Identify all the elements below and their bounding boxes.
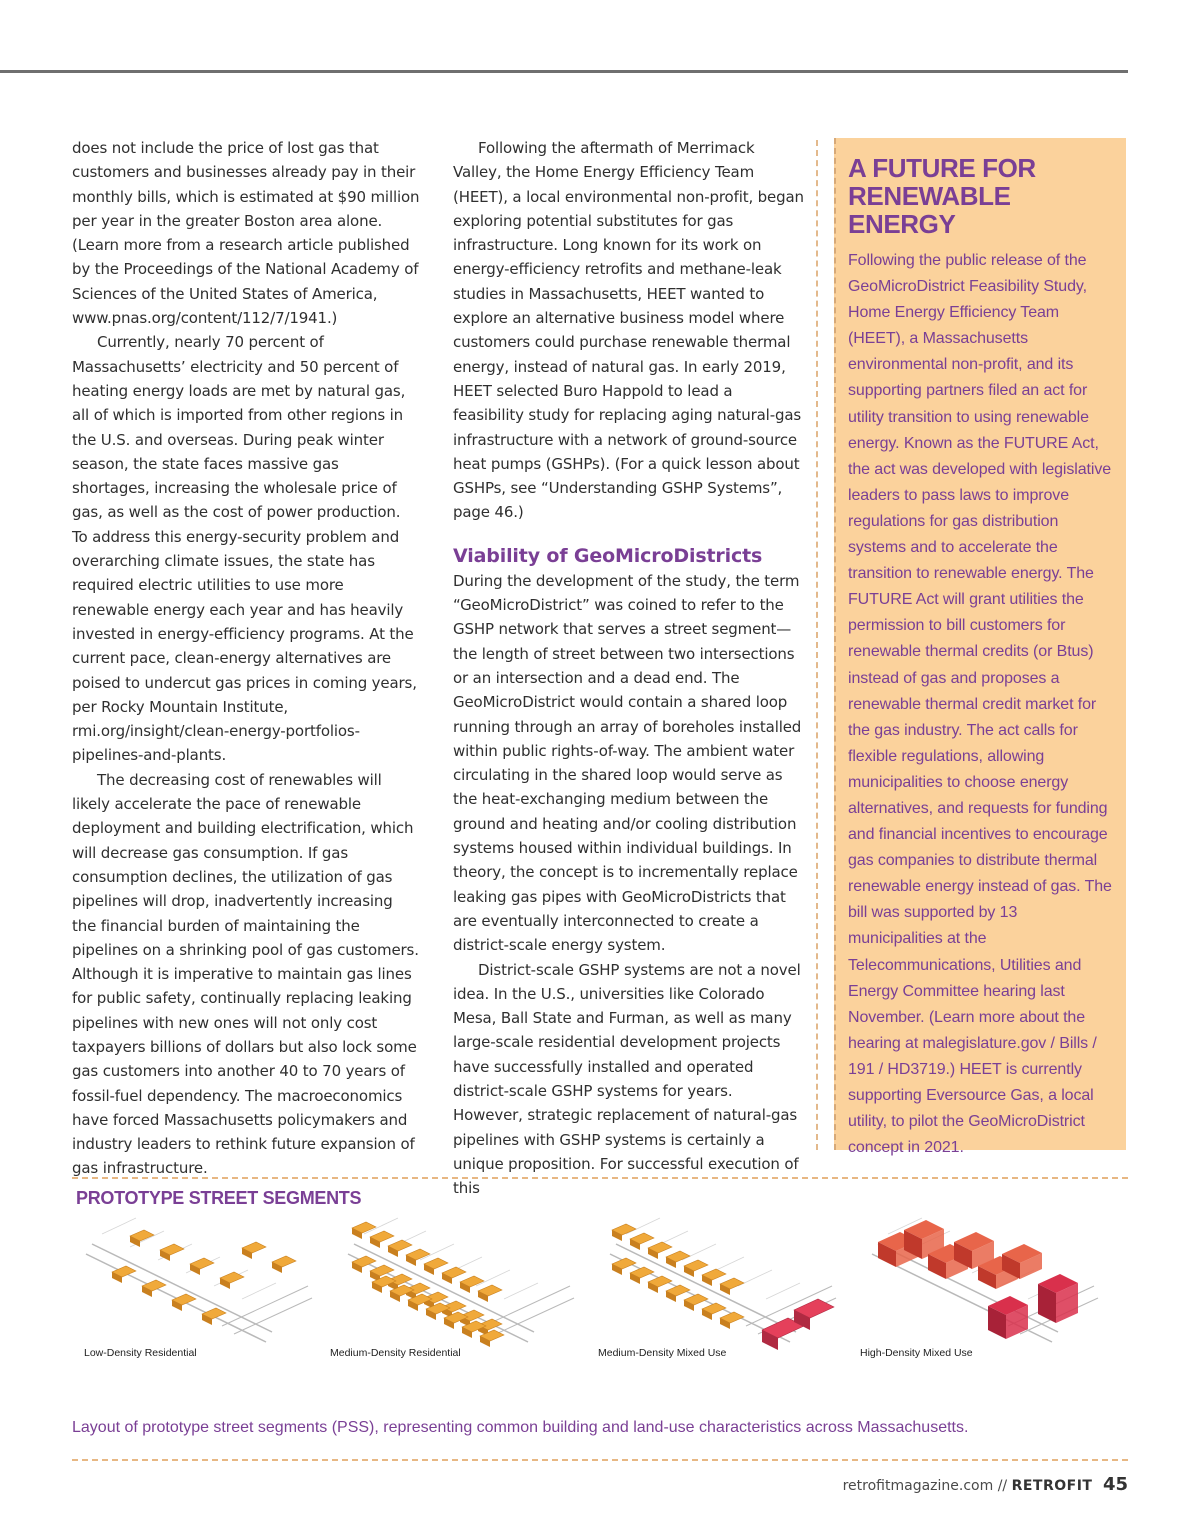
- footer-site: retrofitmagazine.com //: [842, 1478, 1008, 1494]
- col1-paragraph-3: The decreasing cost of renewables will likely accelerate the pace of renewable deployment and building electrification, which will decrease gas consumption. If gas consumption declines, the utilization of gas pipelines will drop, inadvertently increasing the financial burden of maintaining the pipelines on a shrinking pool of gas customers. Although it is imperative to maintain gas lines for public safety, continually replacing leaking pipelines with new ones will not only cost taxpayers billions of dollars but also lock some gas customers into another 40 to 70 years of fossil-fuel dependency. The macroeconomics have forced Massachusetts policymakers and industry leaders to rethink future expansion of gas infrastructure.: [72, 770, 419, 1178]
- lot-line: [766, 1283, 800, 1299]
- figure-bottom-divider: [72, 1459, 1128, 1461]
- panel-high-density-mixed-use: [872, 1218, 1098, 1342]
- panel-low-density-residential: [86, 1218, 312, 1342]
- lot-line: [682, 1244, 716, 1260]
- figure-top-divider: [72, 1177, 1128, 1179]
- prototype-street-segments-figure: [72, 1214, 1128, 1404]
- article-column-1: [72, 136, 420, 1181]
- panel-label-medium-density-mixed: Medium-Density Mixed Use: [598, 1347, 727, 1359]
- sidebar-box: [834, 138, 1126, 1157]
- footer-brand: RETROFIT: [1011, 1478, 1093, 1494]
- page-number: 45: [1102, 1474, 1128, 1495]
- cross-street-line: [496, 1298, 574, 1334]
- page-footer: [843, 1474, 1128, 1495]
- col1-paragraph-1: does not include the price of lost gas that customers and businesses already pay in their monthly bills, which is estimated at $90 million per year in the greater Boston area alone. (Learn more from a research article published by the Proceedings of the National Academy of Sciences of the United States of America, www.pnas.org/content/112/7/1941.): [72, 139, 420, 328]
- lot-line: [102, 1218, 136, 1234]
- col1-paragraph-2: Currently, nearly 70 percent of Massachusetts’ electricity and 50 percent of heating energy loads are met by natural gas, all of which is imported from other regions in the U.S. and overseas. During peak winter season, the state faces massive gas shortages, increasing the wholesale price of gas, as well as the cost of power production. To address this energy-security problem and overarching climate issues, the state has required electric utilities to use more renewable energy each year and has heavily invested in energy-efficiency programs. At the current pace, clean-energy alternatives are poised to undercut gas prices in coming years, per Rocky Mountain Institute, rmi.org/insight/clean-energy-portfolios-pipelines-and-plants.: [72, 333, 417, 765]
- lot-line: [242, 1283, 276, 1299]
- figure-title: PROTOTYPE STREET SEGMENTS: [76, 1188, 362, 1208]
- cross-street-line: [234, 1298, 312, 1334]
- street-line: [92, 1244, 272, 1332]
- lot-line: [504, 1283, 538, 1299]
- section-subhead: Viability of GeoMicroDistricts: [453, 544, 763, 567]
- panel-label-high-density-mixed: High-Density Mixed Use: [860, 1347, 973, 1359]
- sidebar-body: Following the public release of the GeoMicroDistrict Feasibility Study, Home Energy Efficiency Team (HEET), a Massachusetts environmental non-profit, and its supporting partners filed an act for utility transition to using renewable energy. Known as the FUTURE Act, the act was developed with legislative leaders to pass laws to improve regulations for gas distribution systems and to accelerate the transition to renewable energy. The FUTURE Act will grant utilities the permission to bill customers for renewable thermal credits (or Btus) instead of gas and proposes a renewable thermal credit market for the gas industry. The act calls for flexible regulations, allowing municipalities to choose energy alternatives, and requests for funding and financial incentives to encourage gas companies to distribute thermal renewable energy instead of gas. The bill was supported by 13 municipalities at the Telecommunications, Utilities and Energy Committee hearing last November. (Learn more about the hearing at malegislature.gov / Bills / 191 / HD3719.) HEET is currently supporting Eversource Gas, a local utility, to pilot the GeoMicroDistrict concept in 2021.: [848, 252, 1112, 1157]
- article-column-2: [453, 136, 805, 1200]
- top-rule: [0, 70, 1128, 73]
- col2-paragraph-3: District-scale GSHP systems are not a novel idea. In the U.S., universities like Colorado Mesa, Ball State and Furman, as well as many large-scale residential development projects have successfully installed and operated district-scale GSHP systems for years. However, strategic replacement of natural-gas pipelines with GSHP systems is certainly a unique proposition. For successful execution of this: [453, 960, 801, 1198]
- col2-paragraph-1: Following the aftermath of Merrimack Valley, the Home Energy Efficiency Team (HEET), a local environmental non-profit, began exploring potential substitutes for gas infrastructure. Long known for its work on energy-efficiency retrofits and methane-leak studies in Massachusetts, HEET wanted to explore an alternative business model where customers could purchase renewable thermal energy, instead of natural gas. In early 2019, HEET selected Buro Happold to lead a feasibility study for replacing aging natural-gas infrastructure with a network of ground-source heat pumps (GSHPs). (For a quick lesson about GSHPs, see “Understanding GSHP Systems”, page 46.): [453, 139, 804, 522]
- figure-caption: Layout of prototype street segments (PSS), representing common building and land-use characteristics across Massachusetts.: [72, 1419, 969, 1436]
- col2-paragraph-2: During the development of the study, the term “GeoMicroDistrict” was coined to refer to the GSHP network that serves a street segment—the length of street between two intersections or an intersection and a dead end. The GeoMicroDistrict would contain a shared loop running through an array of boreholes installed within public rights-of-way. The ambient water circulating in the shared loop would serve as the heat-exchanging medium between the ground and heating and/or cooling distribution systems housed within individual buildings. In theory, the concept is to incrementally replace leaking gas pipes with GeoMicroDistricts that are eventually interconnected to create a district-scale energy system.: [453, 571, 802, 955]
- sidebar-divider: [816, 140, 818, 1150]
- street-line: [616, 1244, 796, 1332]
- panel-label-medium-density-residential: Medium-Density Residential: [330, 1347, 461, 1359]
- panel-medium-density-mixed-use: [610, 1218, 836, 1350]
- sidebar-title: A FUTURE FOR RENEWABLE ENERGY: [848, 153, 1036, 239]
- panel-label-low-density: Low-Density Residential: [84, 1347, 197, 1359]
- lot-line: [626, 1218, 660, 1234]
- panel-medium-density-residential: [348, 1218, 574, 1347]
- lot-line: [476, 1270, 510, 1286]
